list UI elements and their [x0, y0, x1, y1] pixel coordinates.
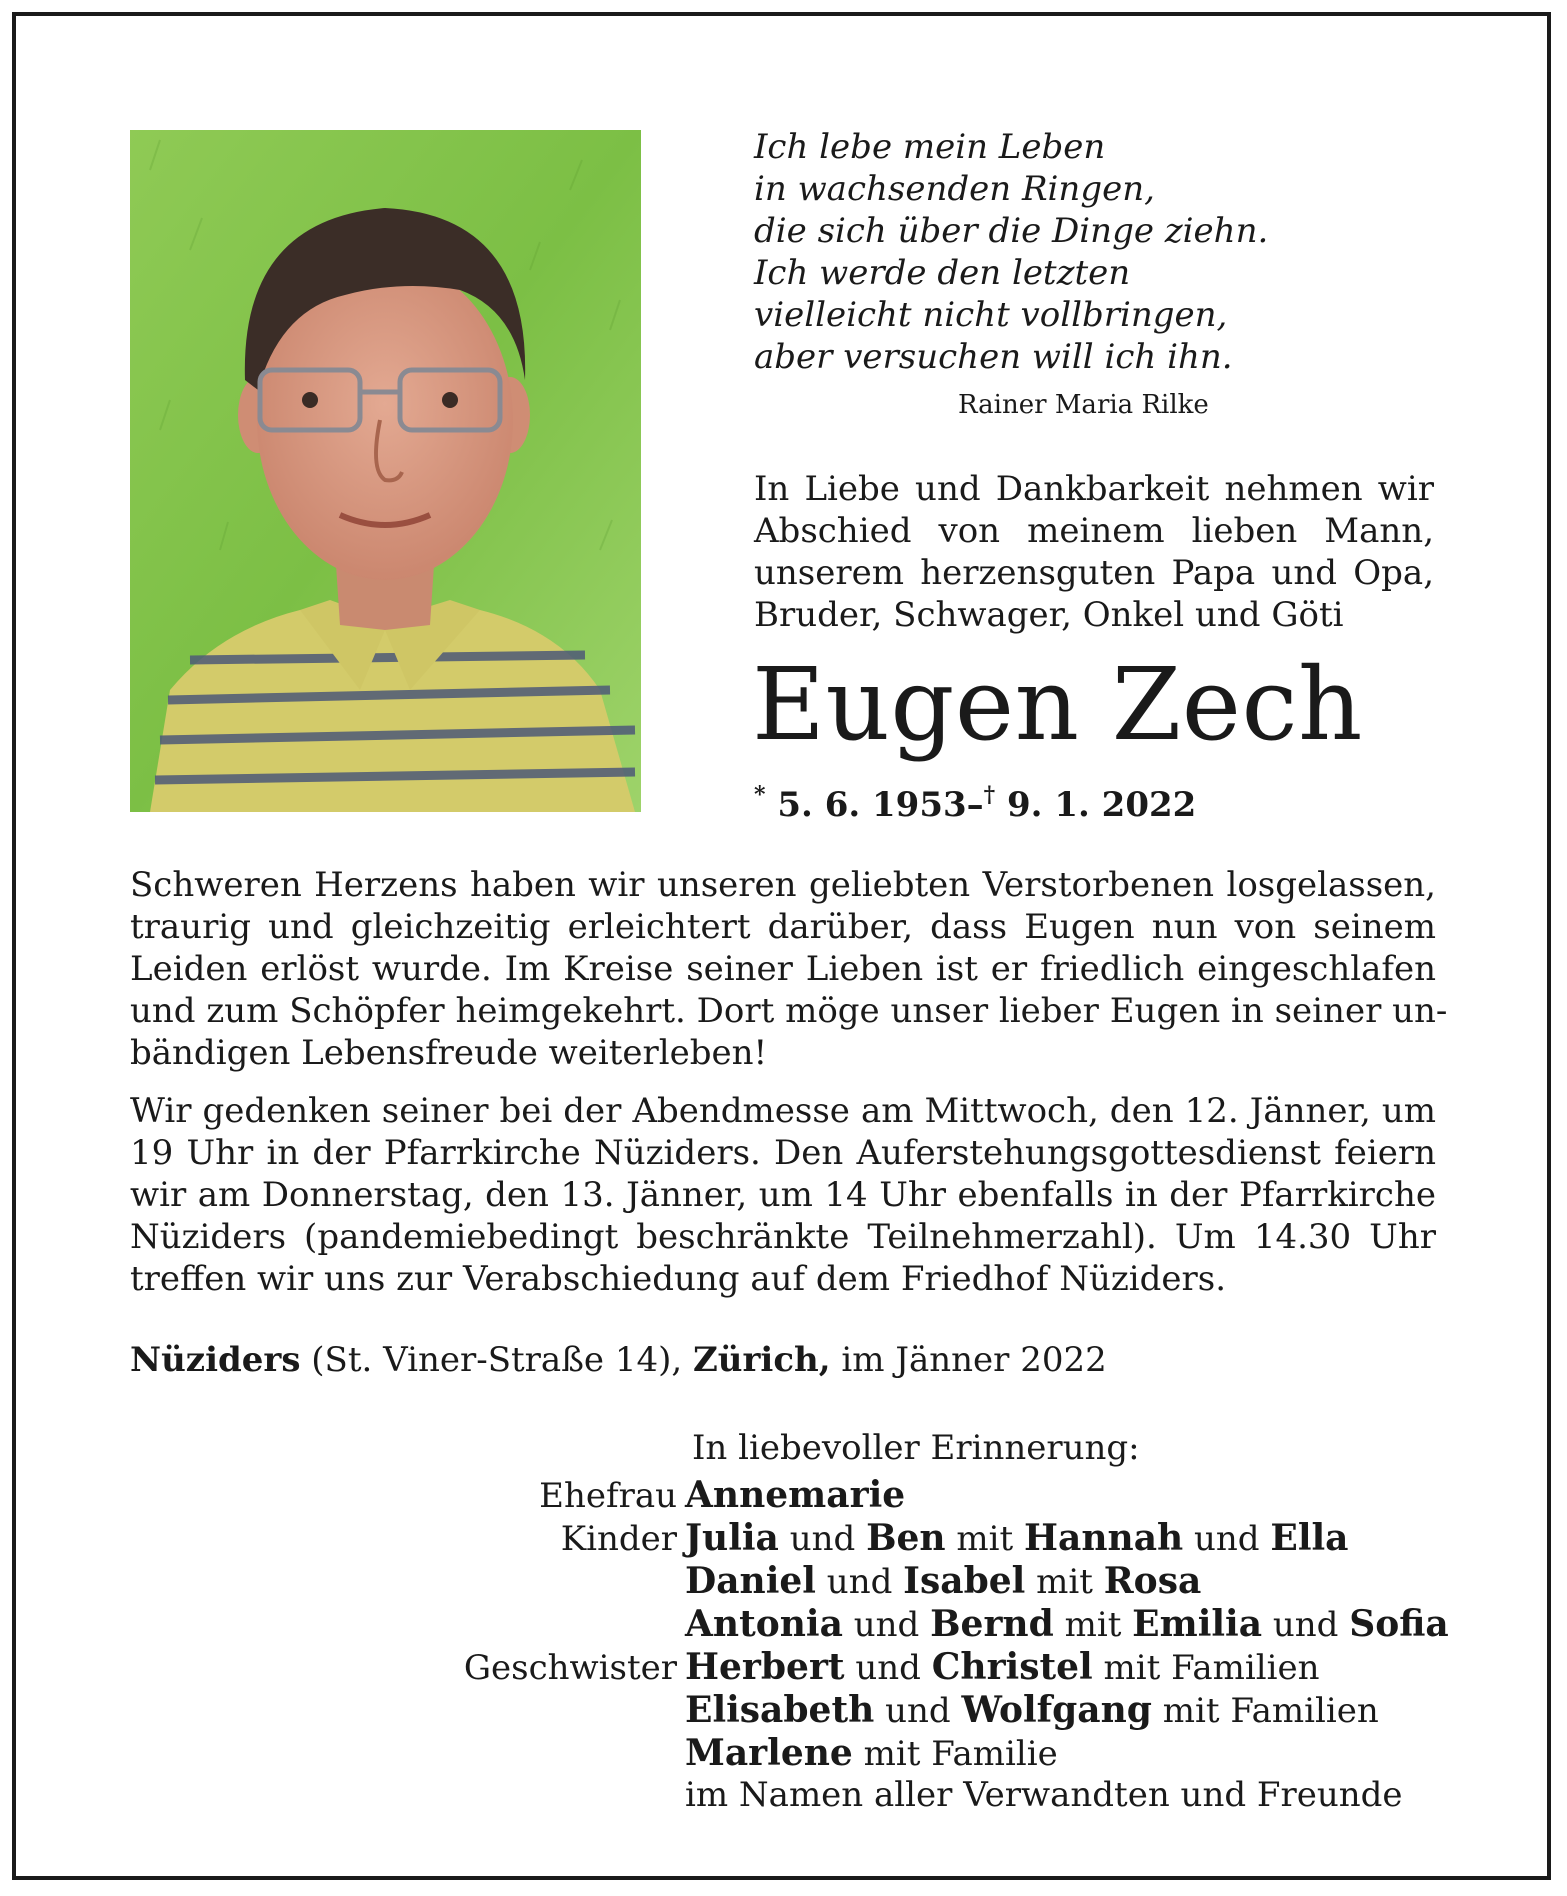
paragraph-line: Nüziders (pandemiebedingt beschränkte Teilnehmerzahl). Um 14.30 Uhr — [130, 1217, 1436, 1257]
town-nueziders: Nüziders — [130, 1340, 301, 1380]
family-row — [300, 1560, 1450, 1603]
role-label: Kinder — [560, 1519, 677, 1559]
family-row-wife — [300, 1474, 1450, 1517]
partner-name: Isabel — [903, 1560, 1026, 1602]
connector: und — [778, 1519, 867, 1559]
grandchild-name: Hannah — [1024, 1517, 1184, 1559]
connector: mit Familie — [852, 1734, 1058, 1774]
place-date-line — [130, 1340, 1107, 1380]
poem-line: in wachsenden Ringen, — [754, 169, 1155, 209]
deceased-name: Eugen Zech — [752, 646, 1363, 763]
connector: mit — [1025, 1562, 1104, 1602]
partner-name: Christel — [931, 1646, 1093, 1688]
poem-author: Rainer Maria Rilke — [958, 390, 1209, 420]
birth-symbol: * — [754, 782, 766, 808]
child-name: Antonia — [685, 1603, 843, 1645]
grandchild-name: Ella — [1270, 1517, 1349, 1559]
paragraph-line: wir am Donnerstag, den 13. Jänner, um 14 Uhr ebenfalls in der Pfarrkirche — [130, 1175, 1436, 1215]
paragraph-services — [130, 1090, 1436, 1300]
closing-line: im Namen aller Verwandten und Freunde — [685, 1775, 1403, 1815]
connector: und — [844, 1648, 932, 1688]
memory-title: In liebevoller Erinnerung: — [692, 1428, 1140, 1468]
connector: und — [1183, 1519, 1271, 1559]
connector: mit — [1053, 1605, 1133, 1645]
wife-name: Annemarie — [685, 1474, 906, 1516]
portrait-image — [130, 130, 641, 812]
notice-date: im Jänner 2022 — [830, 1340, 1107, 1380]
life-dates — [754, 782, 1196, 825]
grandchild-name: Sofia — [1349, 1603, 1449, 1645]
partner-name: Bernd — [930, 1603, 1054, 1645]
family-row — [300, 1732, 1450, 1775]
connector: mit Familien — [1092, 1648, 1320, 1688]
paragraph-farewell — [130, 864, 1448, 1074]
poem-line: Ich werde den letzten — [754, 253, 1131, 293]
grandchild-name: Rosa — [1103, 1560, 1202, 1602]
sibling-name: Marlene — [685, 1732, 853, 1774]
family-row-children — [300, 1517, 1450, 1560]
connector: und — [1262, 1605, 1350, 1645]
intro-line: In Liebe und Dankbarkeit nehmen wir — [754, 469, 1434, 509]
family-row — [300, 1689, 1450, 1732]
intro-line: unserem herzensguten Papa und Opa, — [754, 553, 1434, 593]
portrait-photo — [130, 130, 641, 812]
town-zuerich: Zürich, — [692, 1340, 831, 1380]
family-row-siblings — [300, 1646, 1450, 1689]
death-symbol: † — [983, 782, 996, 808]
paragraph-line: Wir gedenken seiner bei der Abendmesse am Mittwoch, den 12. Jänner, um — [130, 1091, 1436, 1131]
child-name: Julia — [685, 1517, 779, 1559]
intro-line: Abschied von meinem lieben Mann, — [754, 511, 1434, 551]
partner-name: Wolfgang — [961, 1689, 1152, 1731]
connector: und — [874, 1691, 962, 1731]
paragraph-line: bändigen Lebensfreude weiterleben! — [130, 1033, 768, 1073]
role-label: Geschwister — [463, 1648, 677, 1688]
date-separator: – — [966, 785, 984, 825]
connector: mit Familien — [1151, 1691, 1379, 1731]
poem-line: Ich lebe mein Leben — [754, 127, 1106, 167]
intro-text — [754, 468, 1434, 636]
death-date: 9. 1. 2022 — [1007, 785, 1197, 825]
role-label: Ehefrau — [539, 1476, 677, 1516]
sibling-name: Herbert — [685, 1646, 845, 1688]
poem-line: vielleicht nicht vollbringen, — [754, 295, 1228, 335]
family-row-closing — [300, 1775, 1450, 1818]
paragraph-line: Leiden erlöst wurde. Im Kreise seiner Lieben ist er friedlich eingeschlafen — [130, 949, 1436, 989]
paragraph-line: 19 Uhr in der Pfarrkirche Nüziders. Den Auferstehungsgottesdienst feiern — [130, 1133, 1436, 1173]
connector: und — [842, 1605, 931, 1645]
paragraph-line: treffen wir uns zur Verabschiedung auf dem Friedhof Nüziders. — [130, 1259, 1227, 1299]
connector: mit — [945, 1519, 1024, 1559]
poem — [754, 126, 1274, 378]
sibling-name: Elisabeth — [685, 1689, 875, 1731]
paragraph-line: traurig und gleichzeitig erleichtert darüber, dass Eugen nun von seinem — [130, 907, 1436, 947]
paragraph-line: Schweren Herzens haben wir unseren geliebten Verstorbenen losgelassen, — [130, 865, 1436, 905]
connector: und — [815, 1562, 904, 1602]
intro-line: Bruder, Schwager, Onkel und Göti — [754, 595, 1344, 635]
birth-date: 5. 6. 1953 — [777, 785, 967, 825]
family-row — [300, 1603, 1450, 1646]
paragraph-line: und zum Schöpfer heimgekehrt. Dort möge unser lieber Eugen in seiner un- — [130, 991, 1448, 1031]
poem-line: aber versuchen will ich ihn. — [754, 337, 1233, 377]
family-list — [300, 1474, 1450, 1818]
poem-line: die sich über die Dinge ziehn. — [754, 211, 1269, 251]
partner-name: Ben — [866, 1517, 946, 1559]
address: (St. Viner-Straße 14), — [300, 1340, 693, 1380]
grandchild-name: Emilia — [1132, 1603, 1263, 1645]
child-name: Daniel — [685, 1560, 816, 1602]
